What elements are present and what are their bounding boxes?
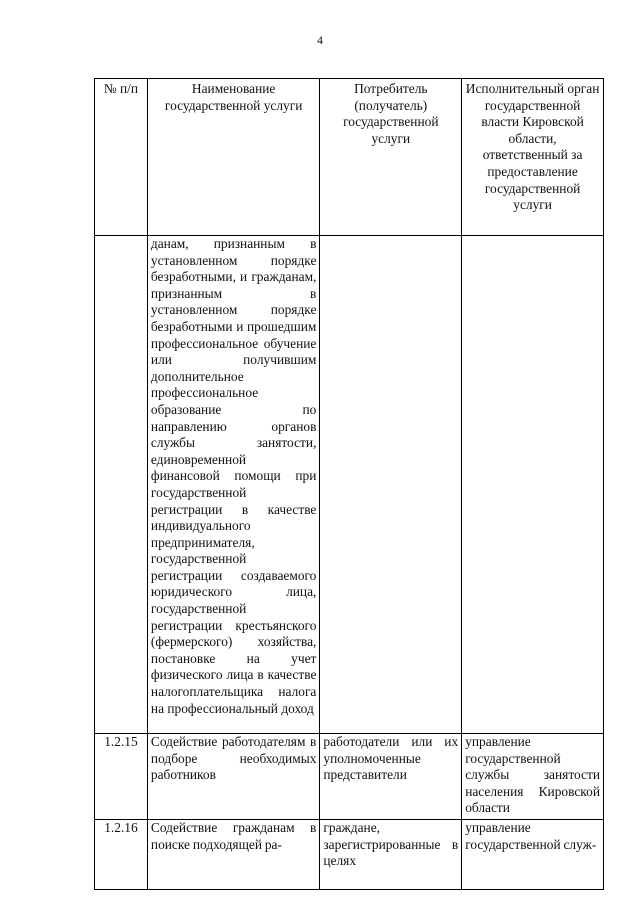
cell-consumer	[320, 236, 462, 734]
cell-executor: управление государственной служ-	[462, 820, 604, 890]
page-number: 4	[317, 33, 323, 47]
cell-num: 1.2.15	[95, 734, 148, 820]
cell-consumer: работодатели или их уполномоченные представители	[320, 734, 462, 820]
table-row	[95, 820, 604, 890]
cell-num	[95, 236, 148, 734]
cell-service-name: Содействие работодателям в подборе необходимых работников	[147, 734, 319, 820]
table-row-continuation	[95, 236, 604, 734]
services-table	[94, 78, 604, 890]
header-service-name: Наименование государственной услуги	[147, 79, 319, 236]
cell-num: 1.2.16	[95, 820, 148, 890]
table-row	[95, 734, 604, 820]
header-executor: Исполнительный орган государственной власти Кировской области, ответственный за предоставление государственной услуги	[462, 79, 604, 236]
table-header-row	[95, 79, 604, 236]
cell-executor	[462, 236, 604, 734]
cell-service-name: Содействие гражданам в поиске подходящей ра-	[147, 820, 319, 890]
cell-service-name: данам, признанным в установленном порядке безработными, и гражданам, признанным в установленном порядке безработными и прошедшим профессиональное обучение или получившим дополнительное профессиональное образование по направлению органов службы занятости, единовременной финансовой помощи при государственной регистрации в качестве индивидуального предпринимателя, государственной регистрации создаваемого юридического лица, государственной регистрации крестьянского (фермерского) хозяйства, постановке на учет физического лица в качестве налогоплательщика налога на профессиональный доход	[147, 236, 319, 734]
header-consumer: Потребитель (получатель) государственной услуги	[320, 79, 462, 236]
header-num: № п/п	[95, 79, 148, 236]
cell-executor: управление государственной службы занятости населения Кировской области	[462, 734, 604, 820]
cell-consumer: граждане, зарегистрированные в целях	[320, 820, 462, 890]
